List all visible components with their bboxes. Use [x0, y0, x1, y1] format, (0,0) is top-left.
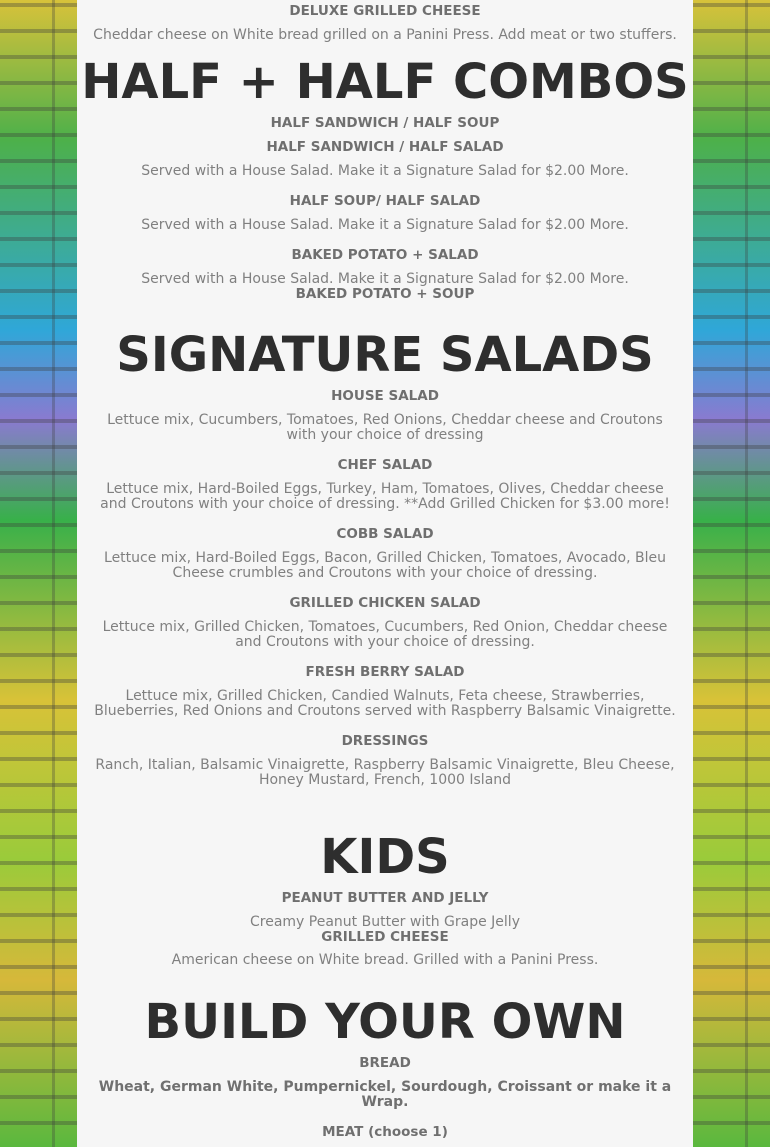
item-title: DELUXE GRILLED CHEESE: [289, 3, 481, 19]
item-title: MEAT (choose 1): [322, 1124, 448, 1140]
item-description: Served with a House Salad. Make it a Signature Salad for $2.00 More.: [141, 271, 629, 287]
brick-wall-right: [693, 0, 770, 1147]
item-description: Served with a House Salad. Make it a Signature Salad for $2.00 More.: [141, 163, 629, 179]
item-description: Lettuce mix, Grilled Chicken, Tomatoes, Cucumbers, Red Onion, Cheddar cheese and Croutons with your choice of dressing.: [102, 619, 668, 650]
item-title: GRILLED CHICKEN SALAD: [289, 595, 481, 611]
item-description: Wheat, German White, Pumpernickel, Sourdough, Croissant or make it a Wrap.: [98, 1079, 672, 1110]
item-description: Cheddar cheese on White bread grilled on a Panini Press. Add meat or two stuffers.: [93, 27, 677, 43]
item-title: PEANUT BUTTER AND JELLY: [281, 890, 489, 906]
brick-wall-left: [0, 0, 77, 1147]
item-title: BAKED POTATO + SALAD: [291, 247, 479, 263]
item-title: HOUSE SALAD: [331, 388, 439, 404]
item-title: COBB SALAD: [336, 526, 434, 542]
item-description: Lettuce mix, Grilled Chicken, Candied Walnuts, Feta cheese, Strawberries, Blueberries, Red Onions and Croutons served with Raspberry Balsamic Vinaigrette.: [94, 688, 676, 719]
item-description: Lettuce mix, Cucumbers, Tomatoes, Red Onions, Cheddar cheese and Croutons with your choice of dressing: [107, 412, 663, 443]
section-heading-kids: KIDS: [320, 829, 450, 885]
item-description: Lettuce mix, Hard-Boiled Eggs, Turkey, Ham, Tomatoes, Olives, Cheddar cheese and Croutons with your choice of dressing. **Add Grilled Chicken for $3.00 more!: [100, 481, 670, 512]
item-title: HALF SANDWICH / HALF SOUP: [270, 115, 500, 131]
menu-panel: [77, 0, 693, 1147]
section-heading-build: BUILD YOUR OWN: [144, 994, 626, 1050]
item-title: BAKED POTATO + SOUP: [295, 286, 475, 302]
item-title: CHEF SALAD: [337, 457, 433, 473]
item-title: GRILLED CHEESE: [321, 929, 449, 945]
item-description: Creamy Peanut Butter with Grape Jelly: [250, 914, 520, 930]
item-title: DRESSINGS: [341, 733, 429, 749]
item-title: HALF SANDWICH / HALF SALAD: [266, 139, 504, 155]
item-description: Served with a House Salad. Make it a Signature Salad for $2.00 More.: [141, 217, 629, 233]
item-title: BREAD: [359, 1055, 411, 1071]
section-heading-salads: SIGNATURE SALADS: [116, 327, 654, 383]
item-description: American cheese on White bread. Grilled with a Panini Press.: [171, 952, 599, 968]
section-heading-combos: HALF + HALF COMBOS: [81, 54, 689, 110]
item-title: FRESH BERRY SALAD: [305, 664, 465, 680]
item-title: HALF SOUP/ HALF SALAD: [289, 193, 481, 209]
item-description: Lettuce mix, Hard-Boiled Eggs, Bacon, Grilled Chicken, Tomatoes, Avocado, Bleu Cheese crumbles and Croutons with your choice of dressing.: [104, 550, 666, 581]
item-description: Ranch, Italian, Balsamic Vinaigrette, Raspberry Balsamic Vinaigrette, Bleu Cheese, Honey Mustard, French, 1000 Island: [95, 757, 675, 788]
